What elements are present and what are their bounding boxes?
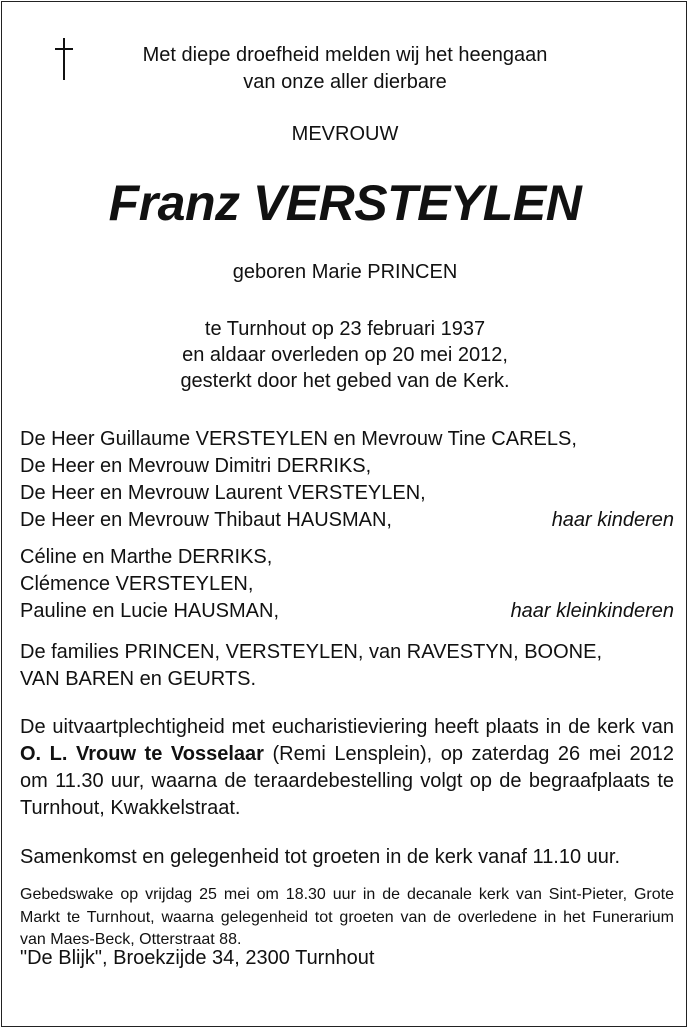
dates-line: gesterkt door het gebed van de Kerk.	[180, 370, 510, 392]
grandchild-line: Céline en Marthe DERRIKS,	[20, 546, 273, 568]
families-list	[20, 639, 674, 693]
grandchild-line-text: Pauline en Lucie HAUSMAN,	[20, 600, 280, 622]
grandchildren-list	[20, 544, 674, 625]
dates-text	[2, 316, 688, 394]
vigil-paragraph: Gebedswake op vrijdag 25 mei om 18.30 uur in de decanale kerk van Sint-Pieter, Grote Markt te Turnhout, waarna gelegenheid tot groeten van de overledene in het Funerarium van Maes-Beck, Otterstraat 88.	[20, 886, 674, 948]
intro-line: Met diepe droefheid melden wij het heengaan	[142, 44, 548, 66]
child-line: De Heer en Mevrouw Laurent VERSTEYLEN,	[20, 482, 426, 504]
funeral-paragraph	[20, 714, 674, 822]
children-list	[20, 426, 674, 534]
grandchildren-role: haar kleinkinderen	[510, 600, 674, 622]
deceased-name: Franz VERSTEYLEN	[108, 175, 582, 231]
intro-text	[2, 42, 688, 96]
meeting-paragraph: Samenkomst en gelegenheid tot groeten in de kerk vanaf 11.10 uur.	[20, 846, 621, 868]
families-line: De families PRINCEN, VERSTEYLEN, van RAVESTYN, BOONE,	[20, 641, 603, 663]
children-role: haar kinderen	[551, 509, 674, 531]
child-line-text: De Heer en Mevrouw Thibaut HAUSMAN,	[20, 509, 392, 531]
grandchild-line: Clémence VERSTEYLEN,	[20, 573, 254, 595]
church-name: O. L. Vrouw te Vosselaar	[20, 743, 264, 765]
child-line: De Heer Guillaume VERSTEYLEN en Mevrouw Tine CARELS,	[20, 428, 577, 450]
grandchild-line-last	[20, 598, 674, 625]
funeral-text: De uitvaartplechtigheid met eucharistieviering heeft plaats in de kerk van	[20, 716, 674, 738]
dates-line: en aldaar overleden op 20 mei 2012,	[182, 344, 508, 366]
funeral-text-rest: (Remi Lensplein), op zaterdag 26 mei 2012 om 11.30 uur, waarna de teraardebestelling volgt op de begraafplaats te Turnhout, Kwakkelstraat.	[20, 743, 674, 819]
dates-line: te Turnhout op 23 februari 1937	[204, 318, 486, 340]
child-line-last	[20, 507, 674, 534]
funeral-home-address: "De Blijk", Broekzijde 34, 2300 Turnhout	[20, 947, 375, 969]
title-word: MEVROUW	[291, 123, 399, 145]
obituary-card	[1, 1, 687, 1027]
birth-name: geboren Marie PRINCEN	[232, 261, 458, 283]
families-line: VAN BAREN en GEURTS.	[20, 668, 256, 690]
intro-line: van onze aller dierbare	[243, 71, 447, 93]
child-line: De Heer en Mevrouw Dimitri DERRIKS,	[20, 455, 372, 477]
